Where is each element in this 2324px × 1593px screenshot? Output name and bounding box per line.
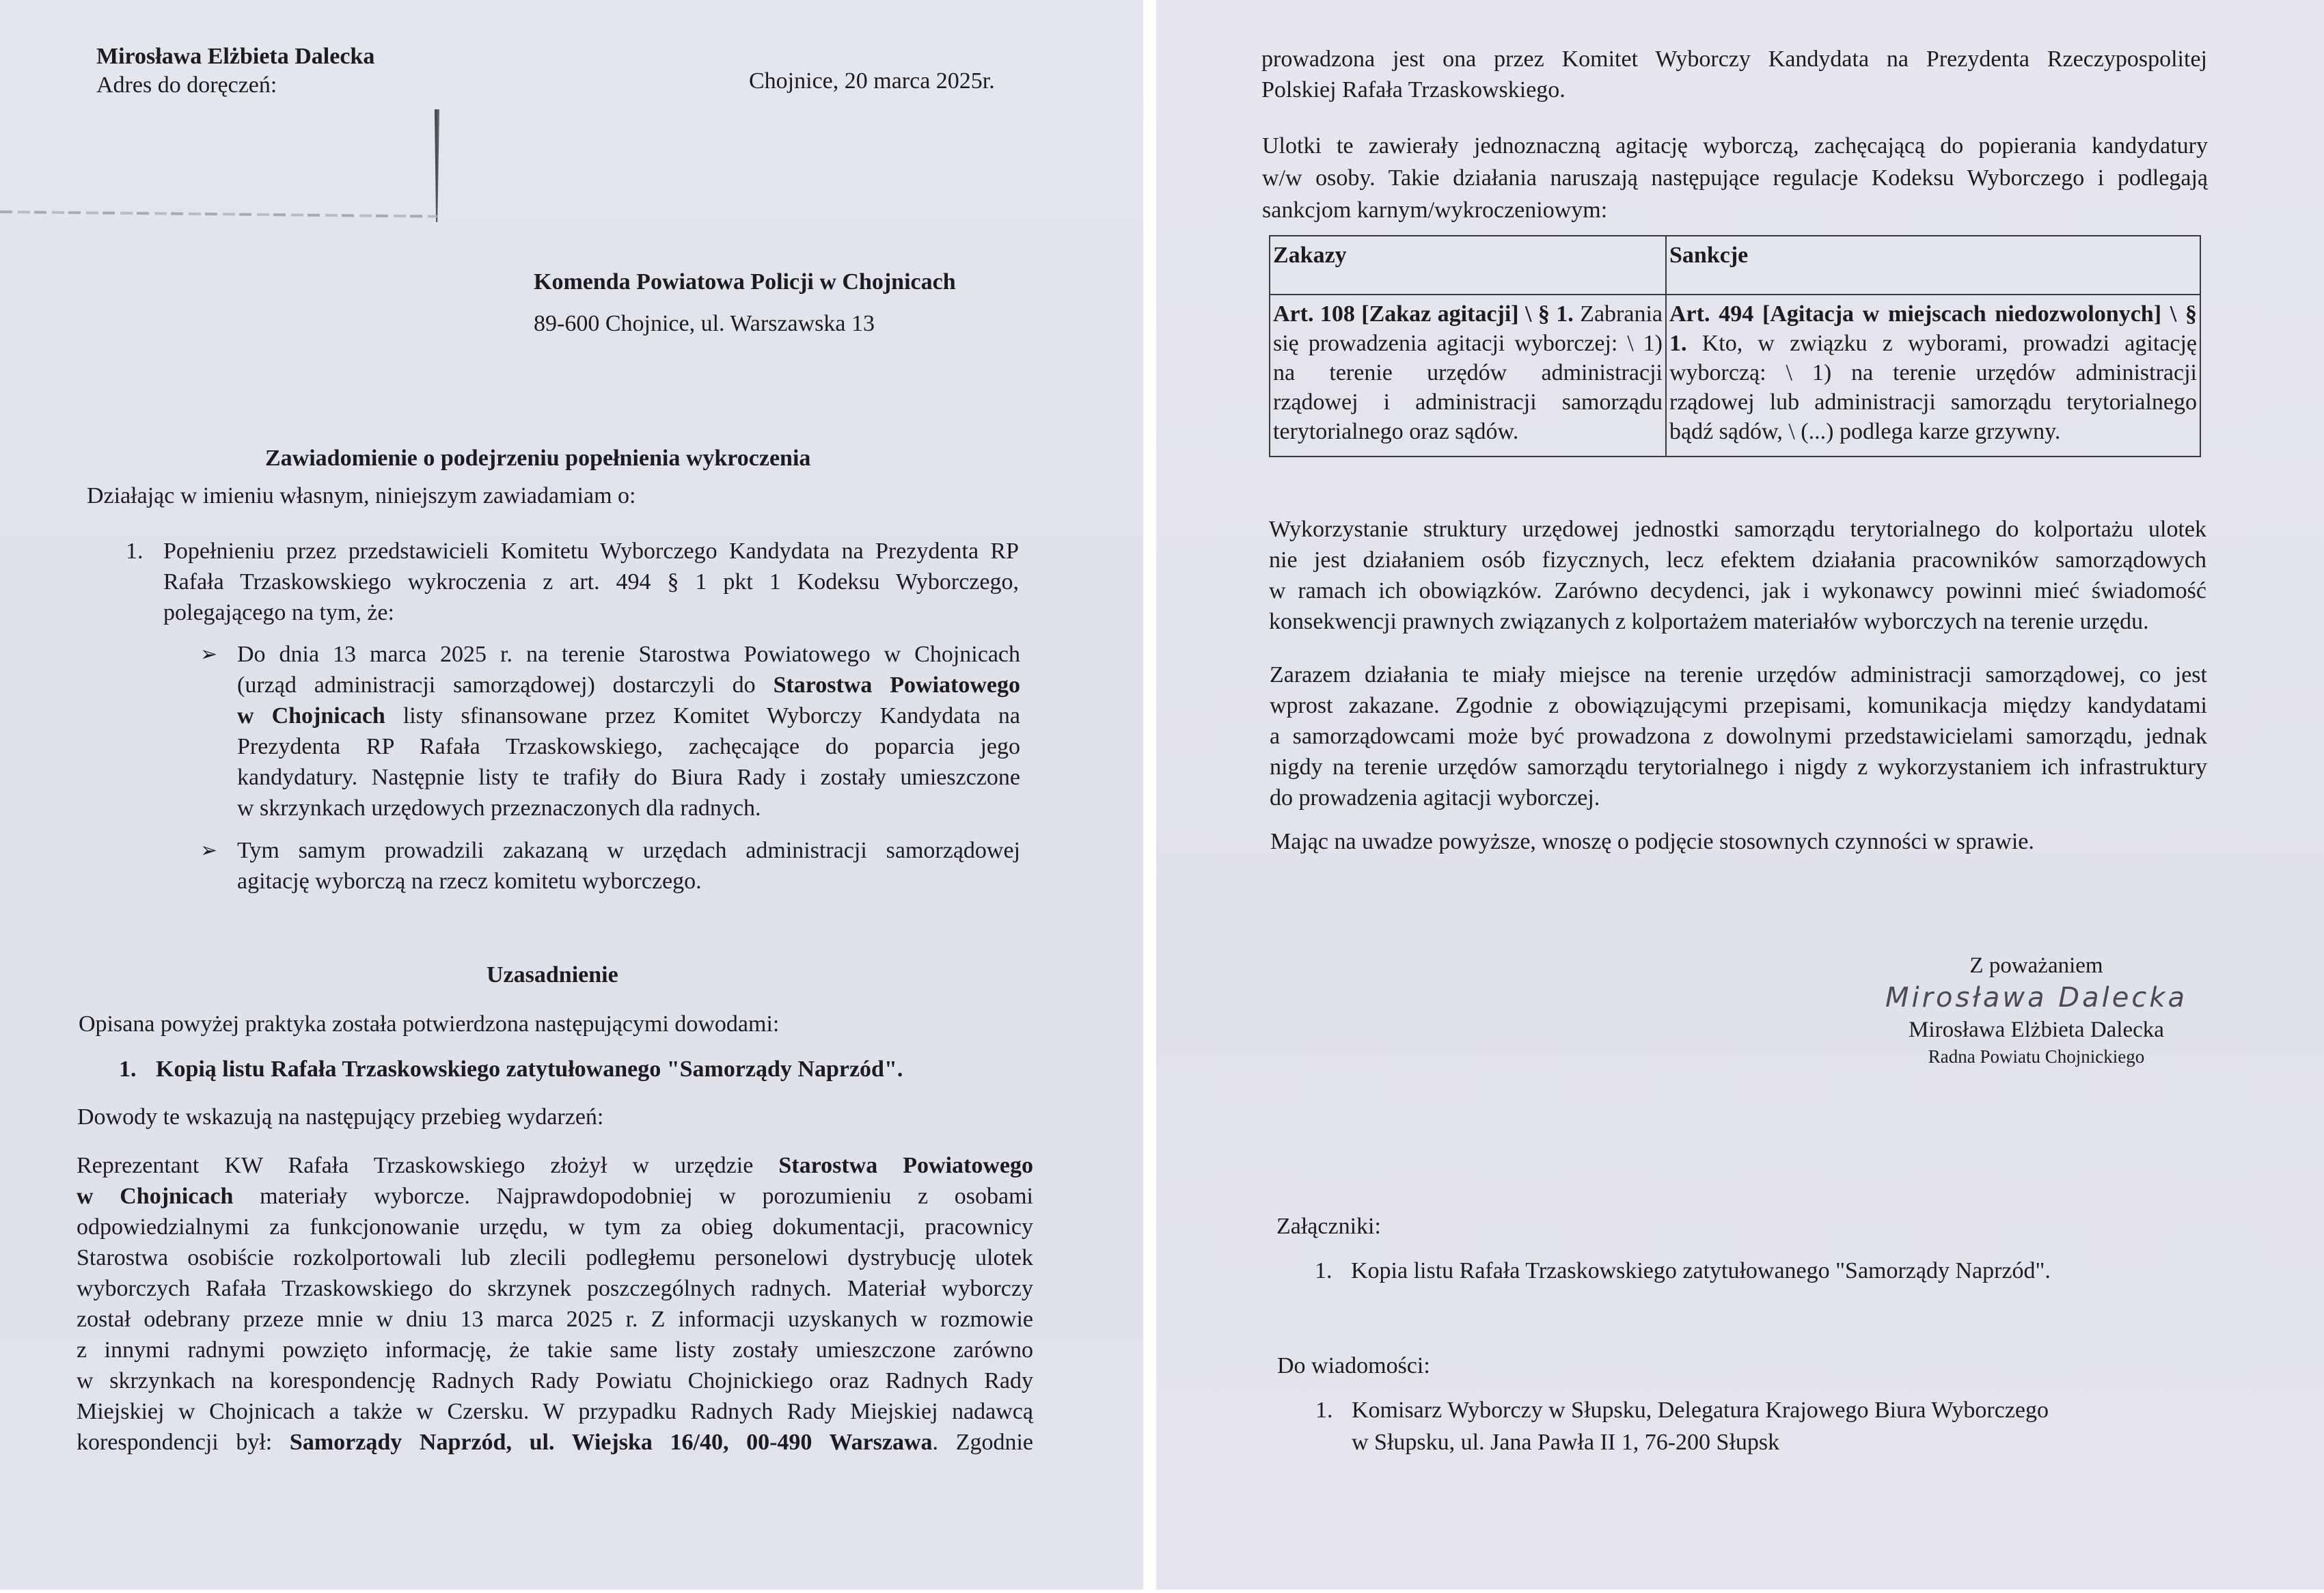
recipient-address: 89-600 Chojnice, ul. Warszawska 13	[534, 311, 875, 336]
bullet1-line-text: (urząd administracji samorządowej) dostarczyli do	[237, 672, 756, 698]
events-line	[77, 1427, 1033, 1458]
sender-address-label: Adres do doręczeń:	[96, 72, 277, 98]
bullet2-line: Tym samym prowadzili zakazaną w urzędach administracji samorządowej	[237, 838, 1020, 863]
prohibited-line: Zarazem działania te miały miejsce na terenie urzędów administracji samorządowej, co jest	[1270, 662, 2207, 687]
arrow-bullet-icon: ➢	[200, 643, 218, 666]
leaflets-paragraph	[1262, 130, 2208, 226]
table-header-sanctions: Sankcje	[1666, 236, 2200, 295]
bullet1-text	[237, 639, 1020, 823]
justification-heading: Uzasadnienie	[487, 962, 618, 988]
document-title: Zawiadomienie o podejrzeniu popełnienia wykroczenia	[265, 446, 811, 471]
cc-item-line2: w Słupsku, ul. Jana Pawła II 1, 76-200 Słupsk	[1352, 1430, 1780, 1455]
table-cell-prohibition	[1270, 295, 1666, 457]
signer-name: Mirosława Elżbieta Dalecka	[1909, 1018, 2164, 1042]
evidence-item-text: Kopią listu Rafała Trzaskowskiego zatytułowanego "Samorządy Naprzód".	[156, 1057, 903, 1082]
place-date: Chojnice, 20 marca 2025r.	[749, 68, 995, 94]
events-line-text: Reprezentant KW Rafała Trzaskowskiego złożył w urzędzie	[77, 1153, 754, 1178]
sender-name: Mirosława Elżbieta Dalecka	[96, 44, 375, 69]
events-line: Starostwa osobiście rozkolportowali lub zlecili podległemu personelowi dystrybucję ulotek	[77, 1245, 1033, 1270]
bullet1-bold-chojnice: w Chojnicach	[237, 703, 385, 729]
events-line: w skrzynkach na korespondencję Radnych Rady Powiatu Chojnickiego oraz Radnych Rady	[77, 1368, 1033, 1393]
events-bold-starostwo: Starostwa Powiatowego	[778, 1153, 1033, 1178]
bullet1-line-text: listy sfinansowane przez Komitet Wyborczy Kandydata na	[402, 703, 1020, 729]
bullet1-line: Prezydenta RP Rafała Trzaskowskiego, zachęcające do poparcia jego	[237, 734, 1020, 759]
events-bold-sender-address: Samorządy Naprzód, ul. Wiejska 16/40, 00-490 Warszawa	[289, 1430, 933, 1455]
attachments-label: Załączniki:	[1276, 1214, 1381, 1239]
art-108-text: Zabrania się prowadzenia agitacji wyborczej: \ 1) na terenie urzędów administracji rządowej i administracji samorządu terytorialnego oraz sądów.	[1273, 301, 1663, 444]
bullet2-line: agitację wyborczą na rzecz komitetu wyborczego.	[237, 869, 702, 894]
continuation-line: prowadzona jest ona przez Komitet Wyborczy Kandydata na Prezydenta Rzeczypospolitej	[1261, 46, 2207, 72]
events-line	[77, 1150, 1033, 1181]
leaflets-line: w/w osoby. Takie działania naruszają następujące regulacje Kodeksu Wyborczego i podlegają	[1262, 165, 2208, 191]
item1-line: Rafała Trzaskowskiego wykroczenia z art. 494 § 1 pkt 1 Kodeksu Wyborczego,	[163, 569, 1019, 595]
signature-block	[1845, 951, 2228, 1069]
events-line: wyborczych Rafała Trzaskowskiego do skrzynek poszczególnych radnych. Materiał wyborczy	[77, 1276, 1033, 1301]
art-494-text: Kto, w związku z wyborami, prowadzi agitację wyborczą: \ 1) na terenie urzędów administracji rządowej lub administracji samorządu terytorialnego bądź sądów, \ (...) podlega karze grzywny.	[1669, 331, 2198, 444]
structure-line: konsekwencji prawnych związanych z kolportażem materiałów wyborczych na terenie urzędu.	[1269, 609, 2149, 634]
events-line-text: korespondencji był:	[77, 1430, 273, 1455]
arrow-bullet-icon: ➢	[200, 839, 218, 862]
structure-line: w ramach ich obowiązków. Zarówno decydenci, jak i wykonawcy powinni mieć świadomość	[1269, 578, 2206, 603]
bullet1-line	[237, 700, 1020, 731]
bullet1-bold-starostwo: Starostwa Powiatowego	[773, 672, 1020, 698]
bullet1-line: Do dnia 13 marca 2025 r. na terenie Starostwa Powiatowego w Chojnicach	[237, 642, 1020, 667]
events-line: został odebrany przeze mnie w dniu 13 marca 2025 r. Z informacji uzyskanych w rozmowie	[77, 1307, 1033, 1332]
sanctions-table	[1269, 235, 2201, 457]
leaflets-line: Ulotki te zawierały jednoznaczną agitację wyborczą, zachęcającą do popierania kandydatury	[1262, 133, 2208, 159]
intro-text: Działając w imieniu własnym, niniejszym zawiadamiam o:	[87, 483, 636, 508]
redaction-cut-edge	[435, 109, 439, 222]
evidence-item-number: 1.	[119, 1057, 137, 1082]
attachment-number: 1.	[1315, 1258, 1332, 1283]
events-line: Miejskiej w Chojnicach a także w Czersku. W przypadku Radnych Rady Miejskiej nadawcą	[77, 1399, 1033, 1424]
events-line: z innymi radnymi powzięto informację, że takie same listy zostały umieszczone zarówno	[77, 1337, 1033, 1363]
handwritten-signature: Mirosława Dalecka	[1885, 982, 2188, 1013]
prohibited-line: nigdy na terenie urzędów samorządu terytorialnego i nigdy z wykorzystaniem ich infrastruktury	[1270, 754, 2207, 780]
events-intro: Dowody te wskazują na następujący przebieg wydarzeń:	[77, 1104, 604, 1130]
item-number: 1.	[126, 539, 143, 564]
cc-item-line1: Komisarz Wyborczy w Słupsku, Delegatura Krajowego Biura Wyborczego	[1352, 1398, 2049, 1423]
events-paragraph	[77, 1150, 1033, 1458]
cc-number: 1.	[1315, 1398, 1333, 1423]
prohibited-line: a samorządowcami może być prowadzona z dowolnymi przedstawicielami samorządu, jednak	[1270, 724, 2207, 749]
table-header-row	[1270, 236, 2200, 295]
bullet2-text	[237, 835, 1020, 897]
bullet1-line	[237, 670, 1020, 700]
document-page-1	[0, 0, 1143, 1590]
request-text: Mając na uwadze powyższe, wnoszę o podjęcie stosownych czynności w sprawie.	[1270, 829, 2034, 854]
bullet1-line: kandydatury. Następnie listy te trafiły do Biura Rady i zostały umieszczone	[237, 765, 1020, 790]
events-line-text: materiały wyborcze. Najprawdopodobniej w porozumieniu z osobami	[260, 1184, 1033, 1209]
evidence-intro: Opisana powyżej praktyka została potwierdzona następującymi dowodami:	[79, 1011, 780, 1037]
table-cell-sanction	[1666, 295, 2200, 457]
events-line	[77, 1181, 1033, 1212]
item1-text	[163, 536, 1019, 628]
prohibited-paragraph	[1270, 659, 2207, 813]
art-494-heading: Art. 494 [Agitacja w miejscach niedozwolonych] \ § 1.	[1669, 301, 2197, 356]
structure-line: nie jest działaniem osób fizycznych, lecz efektem działania pracowników samorządowych	[1269, 547, 2206, 573]
structure-line: Wykorzystanie struktury urzędowej jednostki samorządu terytorialnego do kolportażu ulotek	[1269, 517, 2206, 542]
cc-label: Do wiadomości:	[1277, 1353, 1430, 1378]
recipient-name: Komenda Powiatowa Policji w Chojnicach	[534, 269, 956, 295]
attachment-item: Kopia listu Rafała Trzaskowskiego zatytułowanego "Samorządy Naprzód".	[1351, 1258, 2051, 1283]
events-line: odpowiedzialnymi za funkcjonowanie urzędu, w tym za obieg dokumentacji, pracownicy	[77, 1214, 1033, 1240]
continuation-line: Polskiej Rafała Trzaskowskiego.	[1261, 77, 1566, 103]
prohibited-line: wprost zakazane. Zgodnie z obowiązującymi przepisami, komunikacja między kandydatami	[1270, 693, 2207, 718]
prohibited-line: do prowadzenia agitacji wyborczej.	[1270, 785, 1600, 811]
events-line-text: . Zgodnie	[932, 1430, 1033, 1455]
table-row	[1270, 295, 2200, 457]
table-header-prohibitions: Zakazy	[1270, 236, 1666, 295]
item1-line: polegającego na tym, że:	[163, 600, 394, 625]
redaction-tear-line	[0, 210, 437, 218]
item1-line: Popełnieniu przez przedstawicieli Komitetu Wyborczego Kandydata na Prezydenta RP	[163, 539, 1019, 564]
leaflets-line: sankcjom karnym/wykroczeniowym:	[1262, 198, 1608, 223]
closing-text: Z poważaniem	[1969, 953, 2103, 978]
events-bold-chojnice: w Chojnicach	[77, 1184, 234, 1209]
signer-role: Radna Powiatu Chojnickiego	[1928, 1046, 2145, 1067]
art-108-heading: Art. 108 [Zakaz agitacji] \ § 1.	[1273, 301, 1574, 327]
continuation-paragraph	[1261, 44, 2207, 105]
structure-paragraph	[1269, 514, 2206, 637]
bullet1-line: w skrzynkach urzędowych przeznaczonych dla radnych.	[237, 795, 761, 821]
